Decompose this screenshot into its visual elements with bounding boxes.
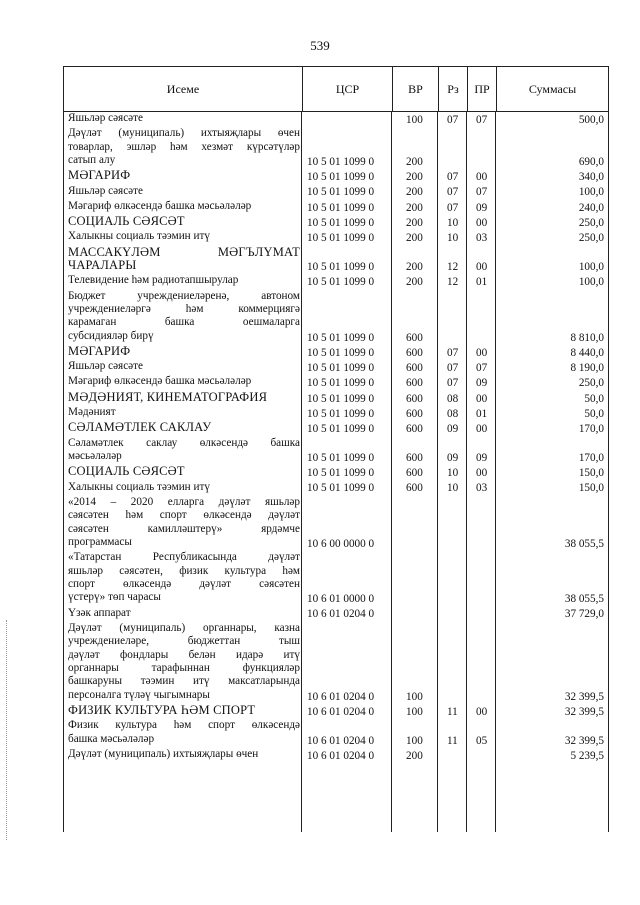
row-name-line: товарлар, эшләр һәм хезмәт күрсәтүләр [68, 140, 300, 153]
row-pr: 00 [476, 260, 488, 273]
row-name-line: сатып алу [68, 154, 116, 166]
row-sum: 100,0 [578, 186, 604, 199]
table-row [64, 496, 608, 551]
row-sum: 150,0 [578, 482, 604, 495]
row-sum: 250,0 [578, 377, 604, 390]
row-csr: 10 5 01 1099 0 [307, 407, 375, 420]
table-row [64, 127, 608, 169]
row-name-line: субсидияләр бирү [68, 329, 154, 342]
row-vr: 100 [406, 705, 423, 718]
row-pr: 00 [476, 705, 488, 718]
row-sum: 8 810,0 [570, 331, 604, 344]
row-name-line: персоналга түләү чыгымнары [68, 688, 210, 701]
row-vr: 200 [406, 260, 423, 273]
row-name-line: МАССАКҮЛӘМ МӘГЪЛҮМАТ [68, 244, 300, 259]
table-row [64, 406, 608, 421]
table-row [64, 375, 608, 390]
table-header [63, 66, 609, 112]
table-row [64, 704, 608, 719]
row-pr: 07 [476, 113, 488, 126]
row-vr: 200 [406, 155, 423, 168]
row-vr: 600 [406, 331, 423, 344]
table-row [64, 421, 608, 436]
row-csr: 10 5 01 1099 0 [307, 232, 375, 245]
row-vr: 100 [406, 734, 423, 747]
row-rz: 07 [447, 113, 459, 126]
budget-table [63, 66, 609, 832]
table-row [64, 345, 608, 360]
row-name-line: «2014 – 2020 елларга дәүләт яшьләр [68, 495, 300, 508]
row-sum: 250,0 [578, 216, 604, 229]
margin-marks [6, 620, 11, 840]
row-pr: 03 [476, 232, 488, 245]
row-pr: 00 [476, 423, 488, 436]
table-row [64, 607, 608, 622]
row-csr: 10 6 01 0204 0 [307, 705, 375, 718]
row-name [68, 496, 300, 550]
header-pr: ПР [467, 67, 496, 111]
row-pr: 07 [476, 362, 488, 375]
row-name [68, 719, 300, 746]
row-rz: 07 [447, 362, 459, 375]
row-rz: 08 [447, 407, 459, 420]
row-csr: 10 5 01 1099 0 [307, 392, 375, 405]
row-name [68, 421, 300, 434]
table-row [64, 465, 608, 480]
row-sum: 500,0 [578, 113, 604, 126]
row-vr: 200 [406, 171, 423, 184]
row-name-line: үстерү» төп чарасы [68, 591, 161, 604]
row-name-line: Яшьләр сәясәте [68, 360, 143, 373]
header-csr: ЦСР [302, 67, 392, 111]
row-name-line: Сәламәтлек саклау өлкәсендә башка [68, 436, 300, 449]
row-name [68, 345, 300, 358]
row-vr: 600 [406, 377, 423, 390]
row-name-line: сәясәтен һәм спорт өлкәсендә дәүләт [68, 509, 300, 522]
row-name-line: яшьләр сәясәтен, физик культура һәм [68, 564, 300, 577]
table-row [64, 112, 608, 127]
row-pr: 00 [476, 467, 488, 480]
row-sum: 240,0 [578, 201, 604, 214]
row-name-line: Яшьләр сәясәте [68, 112, 143, 124]
row-vr: 600 [406, 451, 423, 464]
row-sum: 32 399,5 [564, 705, 604, 718]
row-name-line: мәсьәләләр [68, 450, 122, 463]
row-csr: 10 5 01 1099 0 [307, 346, 375, 359]
row-name-line: учреждениеләре, бюджеттан тыш [68, 635, 300, 648]
row-sum: 170,0 [578, 423, 604, 436]
page-number: 539 [310, 38, 330, 53]
row-name [68, 112, 300, 125]
row-sum: 690,0 [578, 155, 604, 168]
row-name [68, 437, 300, 464]
row-name-line: карамаган башка оешмаларга [68, 316, 300, 329]
row-sum: 38 055,5 [564, 593, 604, 606]
row-csr: 10 5 01 1099 0 [307, 155, 375, 168]
row-vr: 200 [406, 186, 423, 199]
row-vr: 600 [406, 407, 423, 420]
row-name-line: СӘЛАМӘТЛЕК САКЛАУ [68, 420, 212, 435]
row-pr: 05 [476, 734, 488, 747]
row-vr: 600 [406, 482, 423, 495]
row-sum: 5 239,5 [570, 749, 604, 762]
row-csr: 10 6 01 0204 0 [307, 608, 375, 621]
row-name [68, 622, 300, 702]
table-row [64, 360, 608, 375]
row-csr: 10 5 01 1099 0 [307, 467, 375, 480]
header-rz: Рз [438, 67, 467, 111]
row-sum: 50,0 [584, 392, 604, 405]
row-sum: 37 729,0 [564, 608, 604, 621]
row-pr: 01 [476, 407, 488, 420]
row-name-line: МӘГАРИФ [68, 343, 131, 358]
row-vr: 600 [406, 346, 423, 359]
row-name [68, 465, 300, 478]
row-name [68, 185, 300, 198]
row-name [68, 406, 300, 419]
row-name [68, 551, 300, 605]
row-vr: 100 [406, 690, 423, 703]
row-pr: 03 [476, 482, 488, 495]
row-name-line: башка мәсьәләләр [68, 732, 155, 745]
table-row [64, 551, 608, 606]
row-vr: 200 [406, 276, 423, 289]
row-name-line: органнары тарафыннан функцияләр [68, 662, 300, 674]
row-csr: 10 5 01 1099 0 [307, 362, 375, 375]
row-name [68, 360, 300, 373]
row-csr: 10 5 01 1099 0 [307, 186, 375, 199]
table-row [64, 290, 608, 345]
row-csr: 10 5 01 1099 0 [307, 171, 375, 184]
row-rz: 10 [447, 482, 459, 495]
row-sum: 100,0 [578, 276, 604, 289]
row-pr: 09 [476, 451, 488, 464]
table-row [64, 481, 608, 496]
row-rz: 12 [447, 276, 459, 289]
row-name-line: Яшьләр сәясәте [68, 184, 143, 197]
table-row [64, 437, 608, 466]
row-vr: 200 [406, 749, 423, 762]
row-pr: 00 [476, 392, 488, 405]
row-name-line: Халыкны социаль тәэмин итү [68, 480, 210, 493]
row-name-line: Дәүләт (муниципаль) органнары, казна [68, 621, 300, 634]
row-pr: 00 [476, 216, 488, 229]
table-row [64, 391, 608, 406]
row-csr: 10 6 01 0204 0 [307, 749, 375, 762]
row-rz: 07 [447, 201, 459, 214]
row-vr: 200 [406, 216, 423, 229]
table-row [64, 748, 608, 763]
row-pr: 01 [476, 276, 488, 289]
table-row [64, 200, 608, 215]
row-sum: 50,0 [584, 407, 604, 420]
row-pr: 00 [476, 171, 488, 184]
row-rz: 07 [447, 186, 459, 199]
row-sum: 8 440,0 [570, 346, 604, 359]
table-row [64, 719, 608, 748]
row-sum: 32 399,5 [564, 734, 604, 747]
row-name [68, 704, 300, 717]
row-rz: 11 [447, 734, 458, 747]
row-name-line: ФИЗИК КУЛЬТУРА ҺӘМ СПОРТ [68, 702, 256, 717]
table-row [64, 246, 608, 275]
row-csr: 10 5 01 1099 0 [307, 201, 375, 214]
row-name-line: Мәгариф өлкәсендә башка мәсьәләләр [68, 375, 252, 388]
row-name-line: программасы [68, 536, 132, 549]
row-csr: 10 6 01 0204 0 [307, 734, 375, 747]
row-pr: 09 [476, 377, 488, 390]
table-row [64, 622, 608, 704]
row-pr: 09 [476, 201, 488, 214]
row-vr: 200 [406, 201, 423, 214]
row-sum: 150,0 [578, 467, 604, 480]
row-csr: 10 6 01 0000 0 [307, 593, 375, 606]
row-rz: 11 [447, 705, 458, 718]
row-name [68, 246, 300, 273]
row-csr: 10 5 01 1099 0 [307, 276, 375, 289]
row-pr: 07 [476, 186, 488, 199]
row-name-line: СОЦИАЛЬ СӘЯСӘТ [68, 464, 185, 479]
row-csr: 10 6 01 0204 0 [307, 690, 375, 703]
row-csr: 10 5 01 1099 0 [307, 377, 375, 390]
row-csr: 10 6 00 0000 0 [307, 537, 375, 550]
row-name-line: Мәгариф өлкәсендә башка мәсьәләләр [68, 199, 252, 212]
row-name-line: ЧАРАЛАРЫ [68, 257, 137, 272]
row-name [68, 607, 300, 620]
row-rz: 10 [447, 467, 459, 480]
row-name-line: сәясәтен камилләштерү» ярдәмче [68, 522, 300, 535]
header-name: Исеме [166, 82, 200, 96]
row-vr: 600 [406, 392, 423, 405]
row-name [68, 274, 300, 287]
row-csr: 10 5 01 1099 0 [307, 482, 375, 495]
row-name-line: МӘДӘНИЯТ, КИНЕМАТОГРАФИЯ [68, 389, 268, 404]
table-row [64, 230, 608, 245]
row-vr: 100 [406, 113, 423, 126]
row-csr: 10 5 01 1099 0 [307, 216, 375, 229]
row-sum: 100,0 [578, 260, 604, 273]
row-vr: 600 [406, 423, 423, 436]
row-rz: 07 [447, 346, 459, 359]
table-row [64, 215, 608, 230]
header-sum: Суммасы [496, 67, 608, 111]
row-csr: 10 5 01 1099 0 [307, 451, 375, 464]
header-vr: ВР [392, 67, 438, 111]
row-name-line: дәүләт фондлары белән идарә итү [68, 648, 300, 661]
row-rz: 07 [447, 171, 459, 184]
row-vr: 600 [406, 362, 423, 375]
row-name [68, 290, 300, 344]
row-name-line: спорт өлкәсендә дәүләт сәясәтен [68, 578, 300, 591]
row-sum: 340,0 [578, 171, 604, 184]
row-name-line: СОЦИАЛЬ СӘЯСӘТ [68, 213, 185, 228]
row-name-line: МӘГАРИФ [68, 168, 131, 183]
row-name [68, 230, 300, 243]
row-vr: 600 [406, 467, 423, 480]
table-body [63, 112, 609, 832]
row-rz: 08 [447, 392, 459, 405]
row-name [68, 391, 300, 404]
row-rz: 10 [447, 232, 459, 245]
row-name-line: башкаруны тәэмин итү максатларында [68, 675, 300, 688]
row-name [68, 748, 300, 761]
row-name-line: Телевидение һәм радиотапшырулар [68, 274, 239, 287]
row-rz: 09 [447, 423, 459, 436]
table-row [64, 169, 608, 184]
row-name-line: «Татарстан Республикасында дәүләт [68, 551, 300, 564]
table-row [64, 185, 608, 200]
row-name-line: Үзәк аппарат [68, 606, 131, 619]
row-name-line: Дәүләт (муниципаль) ихтыяҗлары өчен [68, 747, 259, 760]
row-csr: 10 5 01 1099 0 [307, 423, 375, 436]
row-name-line: Мәдәният [68, 406, 116, 419]
row-name [68, 481, 300, 494]
row-rz: 09 [447, 451, 459, 464]
row-name-line: Бюджет учреждениеләренә, автоном [68, 289, 300, 302]
row-name-line: Дәүләт (муниципаль) ихтыяҗлары өчен [68, 127, 300, 140]
row-name [68, 127, 300, 167]
row-sum: 32 399,5 [564, 690, 604, 703]
row-name [68, 215, 300, 228]
row-name-line: учреждениеләргә һәм коммерциягә [68, 302, 300, 315]
row-name [68, 200, 300, 213]
row-sum: 38 055,5 [564, 537, 604, 550]
row-csr: 10 5 01 1099 0 [307, 260, 375, 273]
row-pr: 00 [476, 346, 488, 359]
row-sum: 8 190,0 [570, 362, 604, 375]
row-rz: 12 [447, 260, 459, 273]
table-row [64, 274, 608, 289]
row-name [68, 375, 300, 388]
row-rz: 10 [447, 216, 459, 229]
row-sum: 170,0 [578, 451, 604, 464]
row-name-line: Халыкны социаль тәэмин итү [68, 230, 210, 243]
row-csr: 10 5 01 1099 0 [307, 331, 375, 344]
row-name [68, 169, 300, 182]
row-vr: 200 [406, 232, 423, 245]
row-name-line: Физик культура һәм спорт өлкәсендә [68, 719, 300, 732]
row-sum: 250,0 [578, 232, 604, 245]
row-rz: 07 [447, 377, 459, 390]
